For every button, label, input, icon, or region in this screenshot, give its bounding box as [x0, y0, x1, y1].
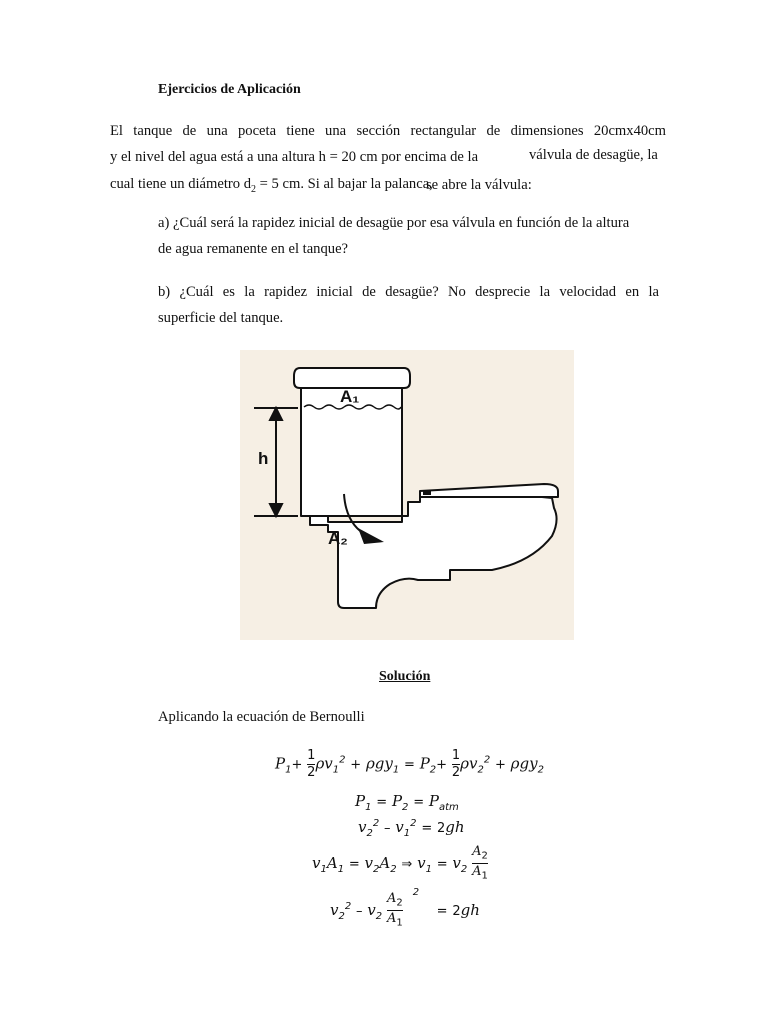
problem-line-2	[110, 149, 478, 167]
question-b-line-1: b) ¿Cuál es la rapidez inicial de desagüe? No desprecie la velocidad en la	[158, 284, 659, 300]
equation-velocity-difference: $v_2^2 - v_1^2 = 2gh$	[358, 818, 465, 839]
toilet-drawing	[240, 350, 574, 640]
seat-hinge	[423, 490, 431, 495]
solution-heading: Solución	[379, 669, 431, 684]
label-a2: A₂	[328, 529, 348, 548]
exercise-title: Ejercicios de Aplicación	[158, 82, 301, 97]
bernoulli-intro: Aplicando la ecuación de Bernoulli	[158, 709, 365, 725]
question-b-line-2: superficie del tanque.	[158, 310, 284, 326]
equation-bernoulli: $P_1+$ $\frac{1}{2}$ $\rho v_1^2 + \rho gy_1 = P_2+$ $\frac{1}{2}$ $\rho v_2^2 + \rho gy_2$	[275, 748, 544, 780]
problem-line-3-part-c: se abre la válvula:	[426, 177, 532, 193]
fraction-area-ratio: $\frac{A_2}{A_1}$	[472, 844, 488, 882]
label-a1: A₁	[340, 387, 360, 406]
label-h: h	[258, 449, 269, 468]
question-a-line-2: de agua remanente en el tanque?	[158, 241, 349, 257]
problem-line-3-part-a: cual tiene un diámetro d	[110, 176, 252, 192]
problem-line-2-part-a: y el nivel del agua está a una altura h = 20 cm por encima de la	[110, 149, 479, 165]
tank-body	[301, 388, 402, 516]
equation-pressures: $P_1 = P_2 = P_{atm}$	[355, 792, 459, 813]
tank-lid	[294, 368, 410, 388]
fraction-area-ratio-2: $\frac{A_2}{A_1}$	[386, 891, 403, 929]
equation-continuity: $v_1A_1 = v_2A_2$ ⇒ $v_1 = v_2$ $\frac{A_2}{A_1}$	[312, 844, 488, 882]
problem-line-3-part-b: = 5 cm. Si al bajar la palanca,	[256, 176, 433, 192]
problem-line-1: El tanque de una poceta tiene una sección rectangular de dimensiones 20cmx40cm	[110, 123, 666, 139]
fraction-one-half-2: $\frac{1}{2}$	[451, 748, 461, 780]
equation-combined: $v_2^2 - v_2$ $\frac{A_2}{A_1}$ $^2$ = 2gh	[330, 887, 480, 929]
fraction-one-half: $\frac{1}{2}$	[307, 748, 316, 780]
question-a-line-1: a) ¿Cuál será la rapidez inicial de desagüe por esa válvula en función de la altura	[158, 215, 630, 231]
problem-line-3	[110, 176, 433, 196]
diameter-subscript: 2	[251, 183, 257, 195]
bowl-seat	[420, 484, 558, 497]
toilet-tank-figure	[240, 350, 574, 640]
problem-line-2-part-b: válvula de desagüe, la	[529, 147, 658, 163]
